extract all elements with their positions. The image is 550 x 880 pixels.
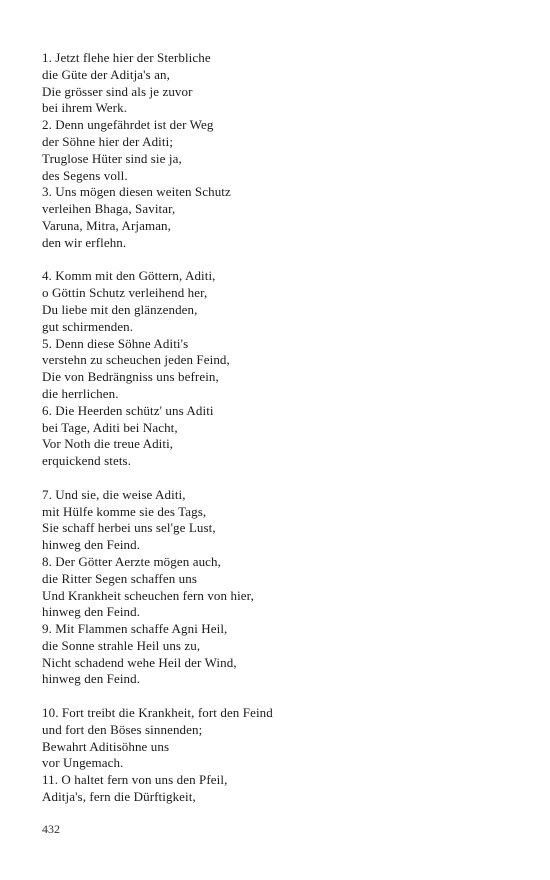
verse-line: 3. Uns mögen diesen weiten Schutz [42,184,231,200]
verse-line: 8. Der Götter Aerzte mögen auch, [42,553,221,569]
verse-line: den wir erflehn. [42,234,127,250]
verse-line: hinweg den Feind. [42,537,141,553]
page-number: 432 [42,822,60,836]
verse-line: o Göttin Schutz verleihend her, [42,285,208,301]
verse-line: die Güte der Aditja's an, [42,66,170,82]
verse-line: Aditja's, fern die Dürftigkeit, [42,789,196,805]
verse-line: und fort den Böses sinnenden; [42,721,203,737]
verse-line: verleihen Bhaga, Savitar, [42,201,176,217]
verse-line: Und Krankheit scheuchen fern von hier, [42,587,254,603]
verse-line: mit Hülfe komme sie des Tags, [42,503,207,519]
verse-line: 5. Denn diese Söhne Aditi's [42,335,189,351]
verse-line: Varuna, Mitra, Arjaman, [42,217,172,233]
verse-line: 4. Komm mit den Göttern, Aditi, [42,268,216,284]
verse-line: des Segens voll. [42,167,128,183]
verse-line: die Sonne strahle Heil uns zu, [42,637,201,653]
verse-line: Sie schaff herbei uns sel'ge Lust, [42,520,216,536]
verse-line: 11. O haltet fern von uns den Pfeil, [42,772,228,788]
verse-line: die herrlichen. [42,385,119,401]
verse-line: die Ritter Segen schaffen uns [42,570,198,586]
verse-line: verstehn zu scheuchen jeden Feind, [42,352,230,368]
verse-line: erquickend stets. [42,453,132,469]
verse-line: 1. Jetzt flehe hier der Sterbliche [42,50,211,65]
stanza-1 [42,50,522,252]
verse-line: 6. Die Heerden schütz' uns Aditi [42,402,214,418]
verse-line: Du liebe mit den glänzenden, [42,301,198,317]
poem-text [42,50,522,823]
verse-line: vor Ungemach. [42,755,124,771]
verse-line: hinweg den Feind. [42,671,141,687]
verse-line: hinweg den Feind. [42,604,141,620]
verse-line: Truglose Hüter sind sie ja, [42,150,182,166]
verse-line: Bewahrt Aditisöhne uns [42,738,170,754]
verse-line: 9. Mit Flammen schaffe Agni Heil, [42,621,228,637]
verse-line: Die von Bedrängniss uns befrein, [42,369,219,385]
stanza-3 [42,487,522,689]
verse-line: 7. Und sie, die weise Aditi, [42,486,186,502]
verse-line: Die grösser sind als je zuvor [42,83,193,99]
stanza-2 [42,268,522,470]
verse-line: Vor Noth die treue Aditi, [42,436,174,452]
verse-line: 10. Fort treibt die Krankheit, fort den Feind [42,705,273,721]
verse-line: gut schirmenden. [42,318,134,334]
verse-line: der Söhne hier der Aditi; [42,133,174,149]
verse-line: 2. Denn ungefährdet ist der Weg [42,117,214,133]
verse-line: Nicht schadend wehe Heil der Wind, [42,654,237,670]
verse-line: bei Tage, Aditi bei Nacht, [42,419,178,435]
stanza-4 [42,705,522,806]
verse-line: bei ihrem Werk. [42,100,128,116]
